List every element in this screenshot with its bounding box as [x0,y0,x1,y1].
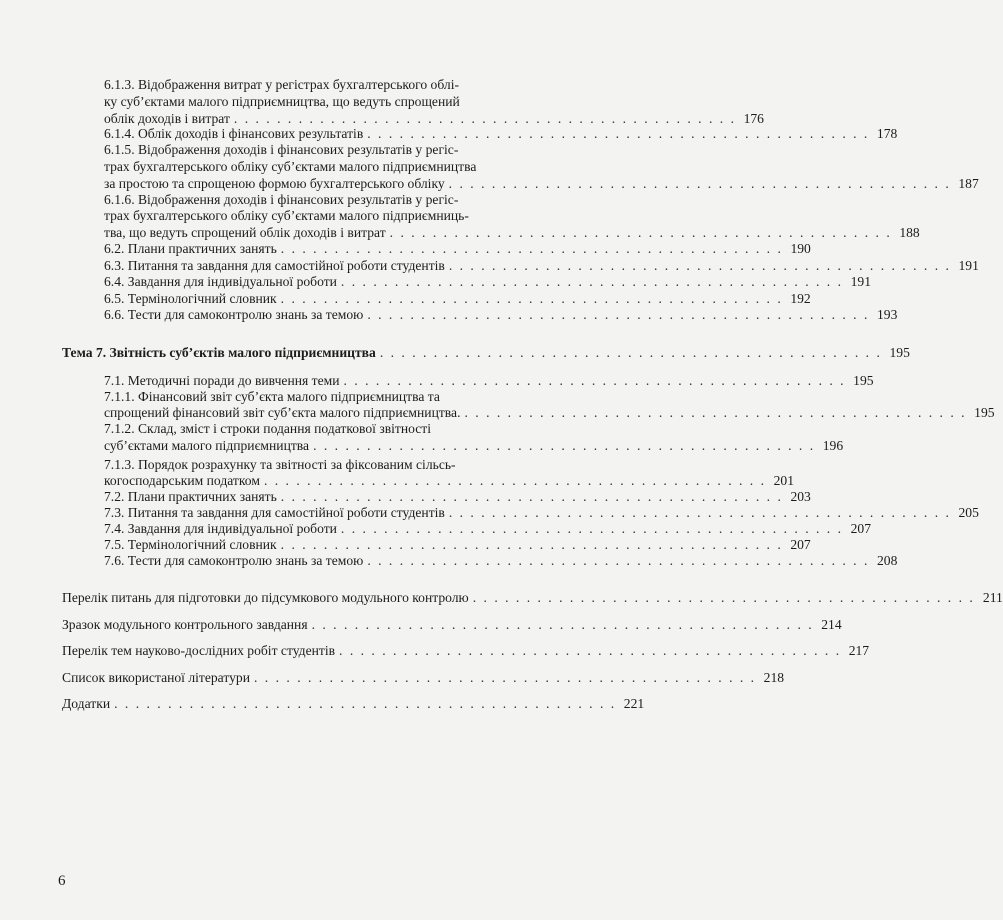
toc-entry-title: 7.4. Завдання для індивідуальної роботи [104,521,337,536]
toc-entry[interactable] [104,405,995,421]
dot-leader: . . . . . . . . . . . . . . . . . . . . . . . . . . . . . . . . . . . . . . . . . . . . . . . [233,111,736,126]
toc-entry-title: 7.5. Термінологічний словник [104,537,277,552]
toc-page-number: 203 [790,489,811,504]
dot-leader: . . . . . . . . . . . . . . . . . . . . . . . . . . . . . . . . . . . . . . . . . . . . . . . [367,553,870,568]
toc-entry-title: суб’єктами малого підприємництва [104,438,310,453]
toc-page-number: 191 [850,274,871,289]
toc-section-entry[interactable] [62,590,1003,606]
toc-entry-text: трах бухгалтерського обліку суб’єктами малого підприємництва [104,159,477,174]
toc-entry[interactable] [104,521,871,537]
toc-entry-title: тва, що ведуть спрощений облік доходів і витрат [104,225,386,240]
toc-entry[interactable] [104,537,811,553]
toc-page-number: 176 [743,111,764,126]
toc-section-entry[interactable] [62,643,870,659]
toc-page-number: 218 [763,670,785,685]
dot-leader: . . . . . . . . . . . . . . . . . . . . . . . . . . . . . . . . . . . . . . . . . . . . . . . [313,438,816,453]
toc-entry-title: спрощений фінансовий звіт суб’єкта малого підприємництва. [104,405,461,420]
dot-leader: . . . . . . . . . . . . . . . . . . . . . . . . . . . . . . . . . . . . . . . . . . . . . . . [340,521,843,536]
toc-page-number: 187 [958,176,979,191]
toc-entry[interactable] [104,438,844,454]
toc-entry-title: 6.5. Термінологічний словник [104,291,277,306]
dot-leader: . . . . . . . . . . . . . . . . . . . . . . . . . . . . . . . . . . . . . . . . . . . . . . . [343,373,846,388]
toc-section-title: Перелік тем науково-дослідних робіт студентів [62,643,336,658]
toc-page-number: 211 [982,590,1003,605]
toc-entry[interactable] [104,373,874,389]
toc-chapter-title: Тема 7. Звітність суб’єктів малого підприємництва [62,345,376,360]
dot-leader: . . . . . . . . . . . . . . . . . . . . . . . . . . . . . . . . . . . . . . . . . . . . . . . [448,176,951,191]
toc-entry[interactable] [104,473,794,489]
dot-leader: . . . . . . . . . . . . . . . . . . . . . . . . . . . . . . . . . . . . . . . . . . . . . . . [448,258,951,273]
toc-entry[interactable] [104,291,811,307]
toc-page-number: 208 [876,553,898,568]
toc-entry[interactable] [104,111,764,127]
toc-section-title: Список використаної літератури [62,670,250,685]
toc-page-number: 207 [850,521,871,536]
toc-page-number: 193 [876,307,898,322]
toc-entry-title: 6.2. Плани практичних занять [104,241,277,256]
dot-leader: . . . . . . . . . . . . . . . . . . . . . . . . . . . . . . . . . . . . . . . . . . . . . . . [448,505,951,520]
toc-entry[interactable] [104,176,979,192]
toc-entry-text: 6.1.6. Відображення доходів і фінансових результатів у регіс- [104,192,459,207]
toc-entry-text: 6.1.3. Відображення витрат у регістрах бухгалтерського облі- [104,77,460,92]
toc-entry-title: когосподарським податком [104,473,260,488]
toc-section-title: Перелік питань для підготовки до підсумкового модульного контролю [62,590,469,605]
dot-leader: . . . . . . . . . . . . . . . . . . . . . . . . . . . . . . . . . . . . . . . . . . . . . . . [254,670,757,685]
toc-entry-title: 6.3. Питання та завдання для самостійної роботи студентів [104,258,445,273]
toc-chapter-entry[interactable] [62,345,910,361]
dot-leader: . . . . . . . . . . . . . . . . . . . . . . . . . . . . . . . . . . . . . . . . . . . . . . . [339,643,842,658]
toc-entry[interactable] [104,307,898,323]
dot-leader: . . . . . . . . . . . . . . . . . . . . . . . . . . . . . . . . . . . . . . . . . . . . . . . [464,405,967,420]
toc-entry-title: 7.6. Тести для самоконтролю знань за темою [104,553,364,568]
toc-entry[interactable] [104,258,979,274]
toc-entry[interactable] [104,553,898,569]
toc-entry[interactable] [104,274,871,290]
toc-section-title: Додатки [62,696,111,711]
toc-entry[interactable] [104,225,920,241]
toc-entry-title: 6.6. Тести для самоконтролю знань за темою [104,307,364,322]
toc-section-entry[interactable] [62,696,645,712]
dot-leader: . . . . . . . . . . . . . . . . . . . . . . . . . . . . . . . . . . . . . . . . . . . . . . . [280,291,783,306]
toc-entry-text: 6.1.5. Відображення доходів і фінансових результатів у регіс- [104,142,459,157]
toc-entry-text: ку суб’єктами малого підприємництва, що ведуть спрощений [104,94,460,109]
dot-leader: . . . . . . . . . . . . . . . . . . . . . . . . . . . . . . . . . . . . . . . . . . . . . . . [472,590,975,605]
toc-entry-text: 7.1.3. Порядок розрахунку та звітності за фіксованим сільсь- [104,457,456,472]
toc-entry-text: 7.1.2. Склад, зміст і строки подання податкової звітності [104,421,432,436]
dot-leader: . . . . . . . . . . . . . . . . . . . . . . . . . . . . . . . . . . . . . . . . . . . . . . . [379,345,882,360]
toc-section-title: Зразок модульного контрольного завдання [62,617,308,632]
toc-entry-title: 6.1.4. Облік доходів і фінансових результатів [104,126,364,141]
dot-leader: . . . . . . . . . . . . . . . . . . . . . . . . . . . . . . . . . . . . . . . . . . . . . . . [280,537,783,552]
toc-page-number: 195 [853,373,874,388]
toc-entry[interactable] [104,126,898,142]
toc-page-number: 201 [773,473,794,488]
page-number: 6 [58,873,66,889]
dot-leader: . . . . . . . . . . . . . . . . . . . . . . . . . . . . . . . . . . . . . . . . . . . . . . . [340,274,843,289]
toc-page-number: 214 [821,617,842,632]
dot-leader: . . . . . . . . . . . . . . . . . . . . . . . . . . . . . . . . . . . . . . . . . . . . . . . [280,241,783,256]
toc-entry-title: облік доходів і витрат [104,111,230,126]
toc-entry-text: 7.1.1. Фінансовий звіт суб’єкта малого підприємництва та [104,389,440,404]
dot-leader: . . . . . . . . . . . . . . . . . . . . . . . . . . . . . . . . . . . . . . . . . . . . . . . [114,696,617,711]
toc-page-number: 205 [958,505,979,520]
toc-section-entry[interactable] [62,670,785,686]
toc-page-number: 190 [790,241,811,256]
toc-page-number: 191 [958,258,979,273]
toc-page-number: 195 [889,345,910,360]
dot-leader: . . . . . . . . . . . . . . . . . . . . . . . . . . . . . . . . . . . . . . . . . . . . . . . [311,617,814,632]
toc-section-entry[interactable] [62,617,842,633]
toc-page-number: 188 [899,225,920,240]
dot-leader: . . . . . . . . . . . . . . . . . . . . . . . . . . . . . . . . . . . . . . . . . . . . . . . [263,473,766,488]
toc-entry-title: 7.3. Питання та завдання для самостійної роботи студентів [104,505,445,520]
toc-entry-title: за простою та спрощеною формою бухгалтерського обліку [104,176,445,191]
dot-leader: . . . . . . . . . . . . . . . . . . . . . . . . . . . . . . . . . . . . . . . . . . . . . . . [367,307,870,322]
toc-page-number: 217 [848,643,870,658]
dot-leader: . . . . . . . . . . . . . . . . . . . . . . . . . . . . . . . . . . . . . . . . . . . . . . . [389,225,892,240]
toc-page-number: 221 [623,696,645,711]
toc-page-number: 192 [790,291,811,306]
toc-entry-title: 7.1. Методичні поради до вивчення теми [104,373,340,388]
toc-entry-title: 6.4. Завдання для індивідуальної роботи [104,274,337,289]
toc-page-number: 196 [822,438,844,453]
dot-leader: . . . . . . . . . . . . . . . . . . . . . . . . . . . . . . . . . . . . . . . . . . . . . . . [280,489,783,504]
toc-entry[interactable] [104,489,811,505]
toc-page-number: 207 [790,537,811,552]
toc-page-number: 178 [876,126,898,141]
toc-page-number: 195 [974,405,995,420]
toc-entry-title: 7.2. Плани практичних занять [104,489,277,504]
toc-entry[interactable] [104,505,979,521]
dot-leader: . . . . . . . . . . . . . . . . . . . . . . . . . . . . . . . . . . . . . . . . . . . . . . . [367,126,870,141]
toc-entry[interactable] [104,241,811,257]
toc-entry-text: трах бухгалтерського обліку суб’єктами малого підприємниць- [104,208,469,223]
